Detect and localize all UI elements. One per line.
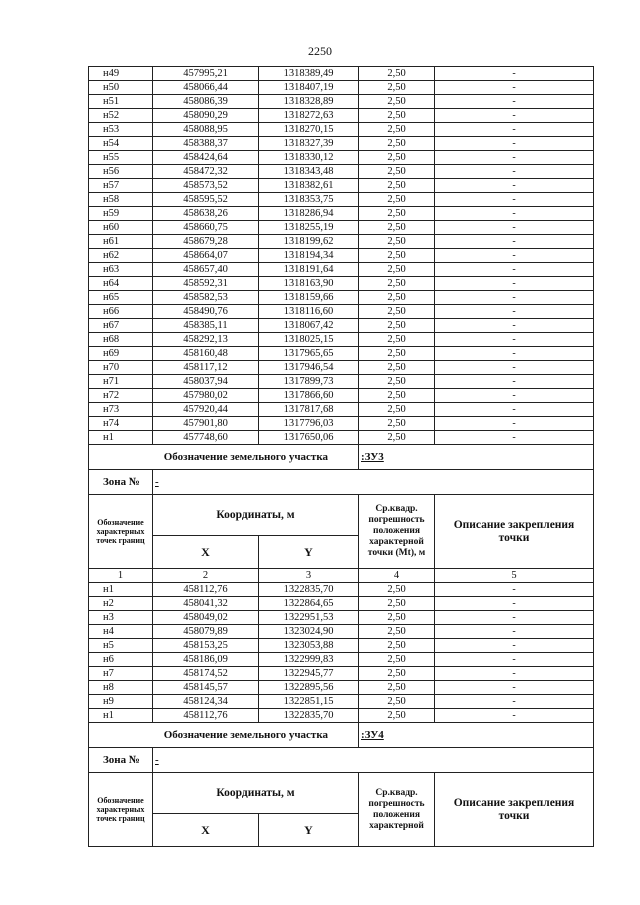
point-id: н61 [89, 235, 153, 249]
coord-x: 458573,52 [153, 179, 259, 193]
coord-x: 458186,09 [153, 653, 259, 667]
parcel-label: Обозначение земельного участка [89, 445, 359, 470]
zone-label: Зона № [89, 470, 153, 495]
fixing-desc: - [435, 333, 594, 347]
error-value: 2,50 [359, 431, 435, 445]
fixing-desc: - [435, 653, 594, 667]
fixing-desc: - [435, 347, 594, 361]
error-value: 2,50 [359, 151, 435, 165]
table-row [89, 709, 594, 723]
coord-y: 1318270,15 [259, 123, 359, 137]
point-id: н52 [89, 109, 153, 123]
header-point: Обозначение характерных точек границ [89, 495, 153, 569]
point-id: н1 [89, 709, 153, 723]
point-id: н68 [89, 333, 153, 347]
table-row [89, 193, 594, 207]
zone-label-2: Зона № [89, 748, 153, 773]
coord-x: 458112,76 [153, 709, 259, 723]
table-row [89, 305, 594, 319]
point-id: н50 [89, 81, 153, 95]
fixing-desc: - [435, 263, 594, 277]
point-id: н72 [89, 389, 153, 403]
coord-x: 458385,11 [153, 319, 259, 333]
coord-y: 1318330,12 [259, 151, 359, 165]
zone-value-2: - [153, 748, 594, 773]
coord-y: 1318163,90 [259, 277, 359, 291]
fixing-desc: - [435, 389, 594, 403]
header-desc-2: Описание закрепления точки [435, 773, 594, 847]
column-numbers-row [89, 569, 594, 583]
fixing-desc: - [435, 165, 594, 179]
table-row [89, 277, 594, 291]
header-x-2: X [153, 814, 259, 847]
coord-x: 458090,29 [153, 109, 259, 123]
table-row [89, 681, 594, 695]
error-value: 2,50 [359, 417, 435, 431]
fixing-desc: - [435, 95, 594, 109]
error-value: 2,50 [359, 277, 435, 291]
point-id: н59 [89, 207, 153, 221]
coord-y: 1318327,39 [259, 137, 359, 151]
coord-x: 458088,95 [153, 123, 259, 137]
fixing-desc: - [435, 639, 594, 653]
coord-x: 457920,44 [153, 403, 259, 417]
coord-y: 1318382,61 [259, 179, 359, 193]
coord-x: 458595,52 [153, 193, 259, 207]
error-value: 2,50 [359, 235, 435, 249]
fixing-desc: - [435, 151, 594, 165]
coord-y: 1323053,88 [259, 639, 359, 653]
point-id: н66 [89, 305, 153, 319]
table-row [89, 67, 594, 81]
fixing-desc: - [435, 611, 594, 625]
fixing-desc: - [435, 667, 594, 681]
coord-y: 1318343,48 [259, 165, 359, 179]
table-row [89, 319, 594, 333]
error-value: 2,50 [359, 625, 435, 639]
table-row [89, 361, 594, 375]
fixing-desc: - [435, 417, 594, 431]
zone-row-2 [89, 748, 594, 773]
fixing-desc: - [435, 81, 594, 95]
coord-x: 458153,25 [153, 639, 259, 653]
col-num-1: 1 [89, 569, 153, 583]
fixing-desc: - [435, 207, 594, 221]
header-x: X [153, 536, 259, 569]
coord-x: 458174,52 [153, 667, 259, 681]
coord-x: 458124,34 [153, 695, 259, 709]
point-id: н53 [89, 123, 153, 137]
header-error: Ср.квадр. погрешность положения характерной точки (Mt), м [359, 495, 435, 569]
coord-x: 458160,48 [153, 347, 259, 361]
point-id: н4 [89, 625, 153, 639]
block2-rows [89, 583, 594, 723]
fixing-desc: - [435, 137, 594, 151]
table-row [89, 109, 594, 123]
error-value: 2,50 [359, 347, 435, 361]
point-id: н8 [89, 681, 153, 695]
fixing-desc: - [435, 597, 594, 611]
col-num-4: 4 [359, 569, 435, 583]
coord-y: 1318407,19 [259, 81, 359, 95]
parcel-label-2: Обозначение земельного участка [89, 723, 359, 748]
fixing-desc: - [435, 123, 594, 137]
table-row [89, 151, 594, 165]
coordinates-table [88, 66, 594, 847]
point-id: н58 [89, 193, 153, 207]
point-id: н62 [89, 249, 153, 263]
point-id: н3 [89, 611, 153, 625]
point-id: н57 [89, 179, 153, 193]
table-row [89, 695, 594, 709]
coord-y: 1317796,03 [259, 417, 359, 431]
table-row [89, 333, 594, 347]
coord-y: 1318191,64 [259, 263, 359, 277]
coord-x: 457748,60 [153, 431, 259, 445]
fixing-desc: - [435, 319, 594, 333]
point-id: н54 [89, 137, 153, 151]
coord-y: 1322851,15 [259, 695, 359, 709]
coord-x: 458424,64 [153, 151, 259, 165]
coord-y: 1318353,75 [259, 193, 359, 207]
coord-y: 1317817,68 [259, 403, 359, 417]
point-id: н64 [89, 277, 153, 291]
fixing-desc: - [435, 67, 594, 81]
fixing-desc: - [435, 431, 594, 445]
coord-y: 1317946,54 [259, 361, 359, 375]
col-num-3: 3 [259, 569, 359, 583]
fixing-desc: - [435, 235, 594, 249]
header-row-3 [89, 773, 594, 814]
fixing-desc: - [435, 109, 594, 123]
point-id: н74 [89, 417, 153, 431]
coord-x: 458117,12 [153, 361, 259, 375]
fixing-desc: - [435, 305, 594, 319]
table-row [89, 165, 594, 179]
point-id: н5 [89, 639, 153, 653]
coord-y: 1318194,34 [259, 249, 359, 263]
point-id: н51 [89, 95, 153, 109]
coord-y: 1322895,56 [259, 681, 359, 695]
coord-y: 1322945,77 [259, 667, 359, 681]
header-error-2: Ср.квадр. погрешность положения характерной [359, 773, 435, 847]
col-num-2: 2 [153, 569, 259, 583]
table-row [89, 431, 594, 445]
table-row [89, 291, 594, 305]
fixing-desc: - [435, 221, 594, 235]
error-value: 2,50 [359, 389, 435, 403]
coord-x: 458582,53 [153, 291, 259, 305]
coord-x: 458664,07 [153, 249, 259, 263]
table-row [89, 81, 594, 95]
coord-y: 1322835,70 [259, 583, 359, 597]
point-id: н6 [89, 653, 153, 667]
error-value: 2,50 [359, 109, 435, 123]
coord-y: 1323024,90 [259, 625, 359, 639]
table-row [89, 137, 594, 151]
coord-x: 458037,94 [153, 375, 259, 389]
parcel-value-zu3: :ЗУ3 [359, 445, 594, 470]
table-row [89, 263, 594, 277]
header-coords: Координаты, м [153, 495, 359, 536]
coord-x: 458660,75 [153, 221, 259, 235]
coord-x: 458472,32 [153, 165, 259, 179]
fixing-desc: - [435, 403, 594, 417]
coord-x: 457980,02 [153, 389, 259, 403]
table-row [89, 123, 594, 137]
table-row [89, 611, 594, 625]
coord-x: 458657,40 [153, 263, 259, 277]
block1-rows [89, 67, 594, 445]
header-point-2: Обозначение характерных точек границ [89, 773, 153, 847]
header-y-2: Y [259, 814, 359, 847]
fixing-desc: - [435, 249, 594, 263]
error-value: 2,50 [359, 221, 435, 235]
coord-x: 458490,76 [153, 305, 259, 319]
coord-y: 1318272,63 [259, 109, 359, 123]
coord-y: 1318255,19 [259, 221, 359, 235]
error-value: 2,50 [359, 249, 435, 263]
coord-x: 457995,21 [153, 67, 259, 81]
coord-y: 1322951,53 [259, 611, 359, 625]
point-id: н60 [89, 221, 153, 235]
error-value: 2,50 [359, 319, 435, 333]
point-id: н55 [89, 151, 153, 165]
error-value: 2,50 [359, 165, 435, 179]
point-id: н7 [89, 667, 153, 681]
error-value: 2,50 [359, 583, 435, 597]
coord-y: 1318389,49 [259, 67, 359, 81]
header-desc: Описание закрепления точки [435, 495, 594, 569]
error-value: 2,50 [359, 123, 435, 137]
error-value: 2,50 [359, 375, 435, 389]
coord-y: 1318199,62 [259, 235, 359, 249]
coord-x: 458041,32 [153, 597, 259, 611]
table-row [89, 389, 594, 403]
zone-value: - [153, 470, 594, 495]
fixing-desc: - [435, 277, 594, 291]
point-id: н1 [89, 583, 153, 597]
table-row [89, 417, 594, 431]
coord-x: 458079,89 [153, 625, 259, 639]
error-value: 2,50 [359, 179, 435, 193]
point-id: н73 [89, 403, 153, 417]
error-value: 2,50 [359, 137, 435, 151]
header-coords-2: Координаты, м [153, 773, 359, 814]
coord-x: 458292,13 [153, 333, 259, 347]
coord-y: 1317965,65 [259, 347, 359, 361]
error-value: 2,50 [359, 263, 435, 277]
error-value: 2,50 [359, 611, 435, 625]
fixing-desc: - [435, 583, 594, 597]
fixing-desc: - [435, 361, 594, 375]
fixing-desc: - [435, 375, 594, 389]
parcel-value-zu4: :ЗУ4 [359, 723, 594, 748]
coord-x: 458638,26 [153, 207, 259, 221]
table-row [89, 639, 594, 653]
header-y: Y [259, 536, 359, 569]
col-num-5: 5 [435, 569, 594, 583]
error-value: 2,50 [359, 67, 435, 81]
point-id: н2 [89, 597, 153, 611]
point-id: н1 [89, 431, 153, 445]
table-row [89, 625, 594, 639]
point-id: н71 [89, 375, 153, 389]
coord-x: 458066,44 [153, 81, 259, 95]
error-value: 2,50 [359, 403, 435, 417]
coord-x: 458086,39 [153, 95, 259, 109]
error-value: 2,50 [359, 95, 435, 109]
fixing-desc: - [435, 193, 594, 207]
table-row [89, 235, 594, 249]
parcel-row-zu3 [89, 445, 594, 470]
point-id: н70 [89, 361, 153, 375]
table-row [89, 249, 594, 263]
coord-x: 458592,31 [153, 277, 259, 291]
coord-y: 1318067,42 [259, 319, 359, 333]
point-id: н9 [89, 695, 153, 709]
table-row [89, 667, 594, 681]
error-value: 2,50 [359, 695, 435, 709]
error-value: 2,50 [359, 361, 435, 375]
coord-x: 458112,76 [153, 583, 259, 597]
coord-y: 1322835,70 [259, 709, 359, 723]
header-row-1 [89, 495, 594, 536]
table-row [89, 347, 594, 361]
point-id: н67 [89, 319, 153, 333]
coord-y: 1317866,60 [259, 389, 359, 403]
table-row [89, 597, 594, 611]
coord-y: 1322999,83 [259, 653, 359, 667]
error-value: 2,50 [359, 709, 435, 723]
table-row [89, 583, 594, 597]
point-id: н65 [89, 291, 153, 305]
coord-y: 1318116,60 [259, 305, 359, 319]
coord-y: 1322864,65 [259, 597, 359, 611]
error-value: 2,50 [359, 653, 435, 667]
table-row [89, 221, 594, 235]
fixing-desc: - [435, 695, 594, 709]
fixing-desc: - [435, 179, 594, 193]
point-id: н56 [89, 165, 153, 179]
error-value: 2,50 [359, 193, 435, 207]
fixing-desc: - [435, 291, 594, 305]
coord-x: 457901,80 [153, 417, 259, 431]
error-value: 2,50 [359, 207, 435, 221]
point-id: н63 [89, 263, 153, 277]
coord-y: 1318025,15 [259, 333, 359, 347]
table-row [89, 403, 594, 417]
error-value: 2,50 [359, 667, 435, 681]
table-row [89, 179, 594, 193]
coord-x: 458049,02 [153, 611, 259, 625]
parcel-row-zu4 [89, 723, 594, 748]
error-value: 2,50 [359, 81, 435, 95]
error-value: 2,50 [359, 597, 435, 611]
table-row [89, 207, 594, 221]
coord-x: 458145,57 [153, 681, 259, 695]
coord-y: 1317650,06 [259, 431, 359, 445]
coord-y: 1318286,94 [259, 207, 359, 221]
coord-y: 1318159,66 [259, 291, 359, 305]
page-number: 2250 [308, 44, 332, 58]
coord-y: 1317899,73 [259, 375, 359, 389]
coord-y: 1318328,89 [259, 95, 359, 109]
fixing-desc: - [435, 681, 594, 695]
error-value: 2,50 [359, 291, 435, 305]
table-row [89, 95, 594, 109]
fixing-desc: - [435, 625, 594, 639]
error-value: 2,50 [359, 305, 435, 319]
point-id: н69 [89, 347, 153, 361]
coord-x: 458679,28 [153, 235, 259, 249]
error-value: 2,50 [359, 681, 435, 695]
zone-row-1 [89, 470, 594, 495]
point-id: н49 [89, 67, 153, 81]
error-value: 2,50 [359, 333, 435, 347]
error-value: 2,50 [359, 639, 435, 653]
table-row [89, 653, 594, 667]
table-row [89, 375, 594, 389]
fixing-desc: - [435, 709, 594, 723]
coord-x: 458388,37 [153, 137, 259, 151]
